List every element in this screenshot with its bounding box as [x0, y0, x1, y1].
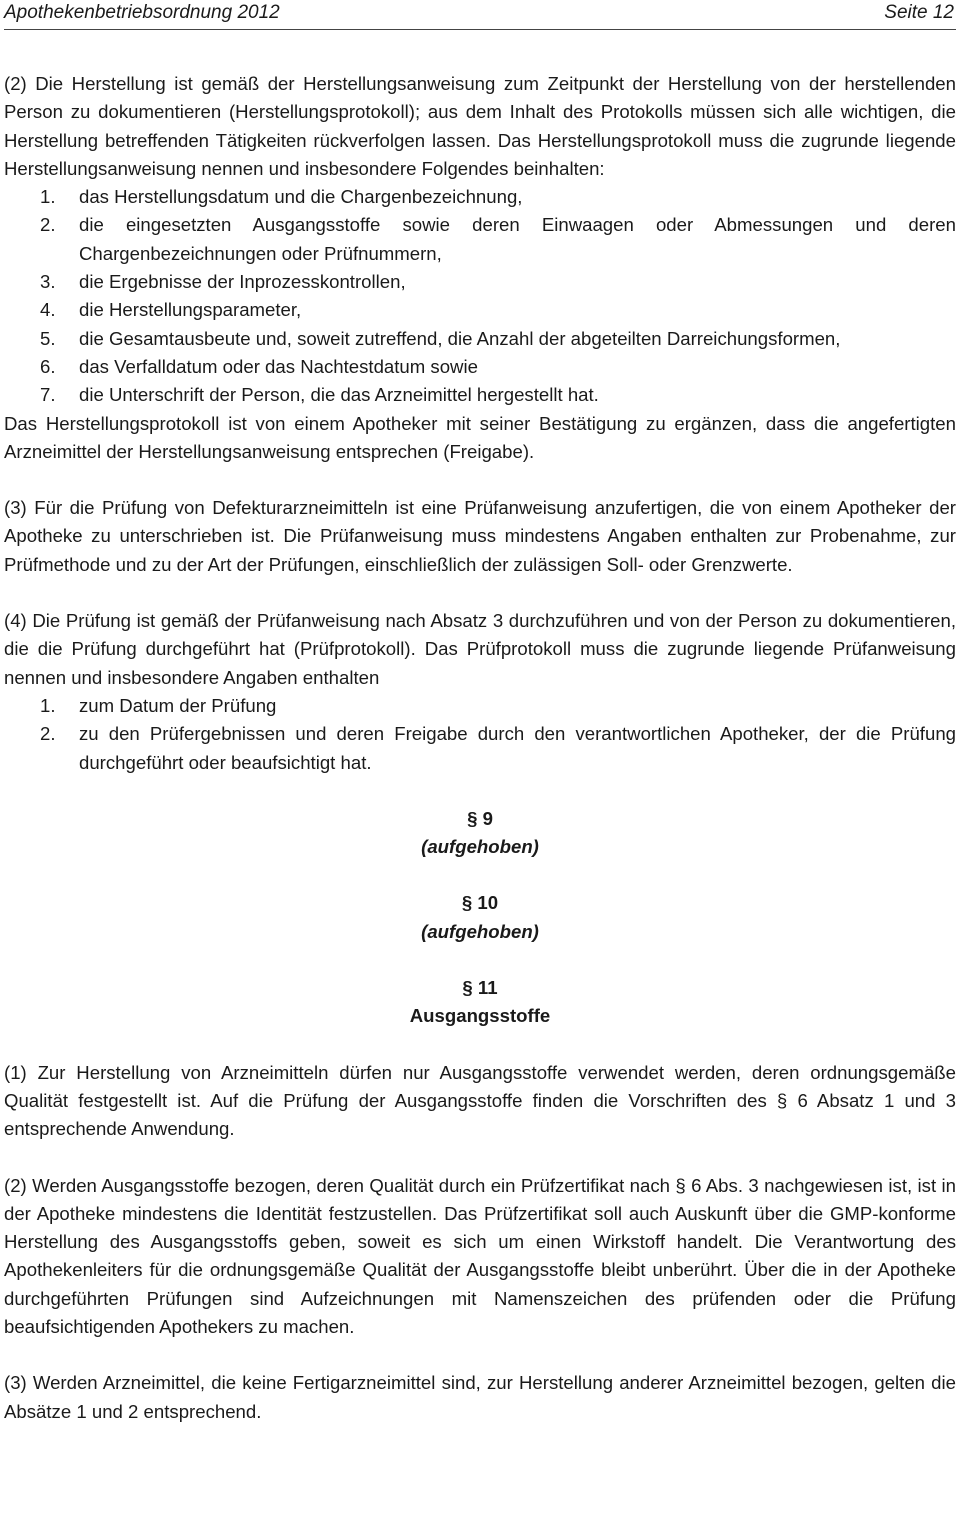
list-item: 5. die Gesamtausbeute und, soweit zutreffend, die Anzahl der abgeteilten Darreichungsformen, [40, 327, 841, 349]
paragraph-2-list [4, 183, 956, 409]
document-body [4, 70, 956, 1426]
list-item: 1. das Herstellungsdatum und die Chargenbezeichnung, [40, 186, 523, 208]
list-item: 2. die eingesetzten Ausgangsstoffe sowie deren Einwaagen oder Abmessungen und deren Chargenbezeichnungen oder Prüfnummern, [40, 214, 956, 264]
list-item: 1. zum Datum der Prüfung [40, 694, 277, 716]
section-title: Ausgangsstoffe [409, 1005, 551, 1027]
section-11-paragraph-2: (2) Werden Ausgangsstoffe bezogen, deren Qualität durch ein Prüfzertifikat nach § 6 Abs. 3 nachgewiesen ist, ist in der Apotheke mindestens die Identität festzustellen. Das Prüfzertifikat soll auch Auskunft über die GMP-konforme Herstellung des Ausgangsstoffs geben, soweit es sich um einen Wirkstoff handelt. Die Verantwortung des Apothekenleiters für die ordnungsgemäße Qualität der Ausgangsstoffe bleibt unberührt. Über die in der Apotheke durchgeführten Prüfungen sind Aufzeichnungen mit Namenszeichen des prüfenden oder die Prüfung beaufsichtigenden Apothekers zu machen. [4, 1174, 956, 1337]
section-number: § 9 [467, 807, 493, 829]
paragraph-3: (3) Für die Prüfung von Defekturarzneimitteln ist eine Prüfanweisung anzufertigen, die von einem Apotheker der Apotheke zu unterschrieben ist. Die Prüfanweisung muss mindestens Angaben enthalten zur Probenahme, zur Prüfmethode und zu der Art der Prüfungen, einschließlich der zulässigen Soll- oder Grenzwerte. [4, 497, 956, 575]
section-title: (aufgehoben) [421, 836, 539, 858]
section-title: (aufgehoben) [421, 920, 539, 942]
section-11-paragraph-3: (3) Werden Arzneimittel, die keine Fertigarzneimittel sind, zur Herstellung anderer Arzneimittel bezogen, gelten die Absätze 1 und 2 entsprechend. [4, 1372, 956, 1422]
list-item: 6. das Verfalldatum oder das Nachtestdatum sowie [40, 355, 478, 377]
section-number: § 11 [462, 977, 498, 999]
section-10-heading [4, 889, 956, 946]
page-header [4, 0, 956, 30]
list-item: 2. zu den Prüfergebnissen und deren Freigabe durch den verantwortlichen Apotheker, der die Prüfung durchgeführt oder beaufsichtigt hat. [40, 723, 956, 773]
paragraph-2-intro: (2) Die Herstellung ist gemäß der Herstellungsanweisung zum Zeitpunkt der Herstellung von der herstellenden Person zu dokumentieren (Herstellungsprotokoll); aus dem Inhalt des Protokolls müssen sich alle wichtigen, die Herstellung betreffenden Tätigkeiten rückverfolgen lassen. Das Herstellungsprotokoll muss die zugrunde liegende Herstellungsanweisung nennen und insbesondere Folgendes beinhalten: [4, 73, 956, 179]
list-item: 3. die Ergebnisse der Inprozesskontrollen, [40, 271, 406, 293]
paragraph-4-list [4, 692, 956, 777]
paragraph-4-intro: (4) Die Prüfung ist gemäß der Prüfanweisung nach Absatz 3 durchzuführen und von der Person zu dokumentieren, die die Prüfung durchgeführt hat (Prüfprotokoll). Das Prüfprotokoll muss die zugrunde liegende Prüfanweisung nennen und insbesondere Angaben enthalten [4, 610, 956, 688]
paragraph-2-outro: Das Herstellungsprotokoll ist von einem Apotheker mit seiner Bestätigung zu ergänzen, dass die angefertigten Arzneimittel der Herstellungsanweisung entsprechen (Freigabe). [4, 412, 956, 462]
page-number: Seite 12 [884, 2, 954, 23]
document-title: Apothekenbetriebsordnung 2012 [4, 2, 280, 23]
list-item: 7. die Unterschrift der Person, die das Arzneimittel hergestellt hat. [40, 384, 599, 406]
section-number: § 10 [461, 892, 499, 914]
section-11-paragraph-1: (1) Zur Herstellung von Arzneimitteln dürfen nur Ausgangsstoffe verwendet werden, deren ordnungsgemäße Qualität festgestellt ist. Auf die Prüfung der Ausgangsstoffe finden die Vorschriften des § 6 Absatz 1 und 3 entsprechende Anwendung. [4, 1061, 956, 1140]
list-item: 4. die Herstellungsparameter, [40, 299, 302, 321]
section-9-heading [4, 805, 956, 862]
section-11-heading [4, 974, 956, 1031]
